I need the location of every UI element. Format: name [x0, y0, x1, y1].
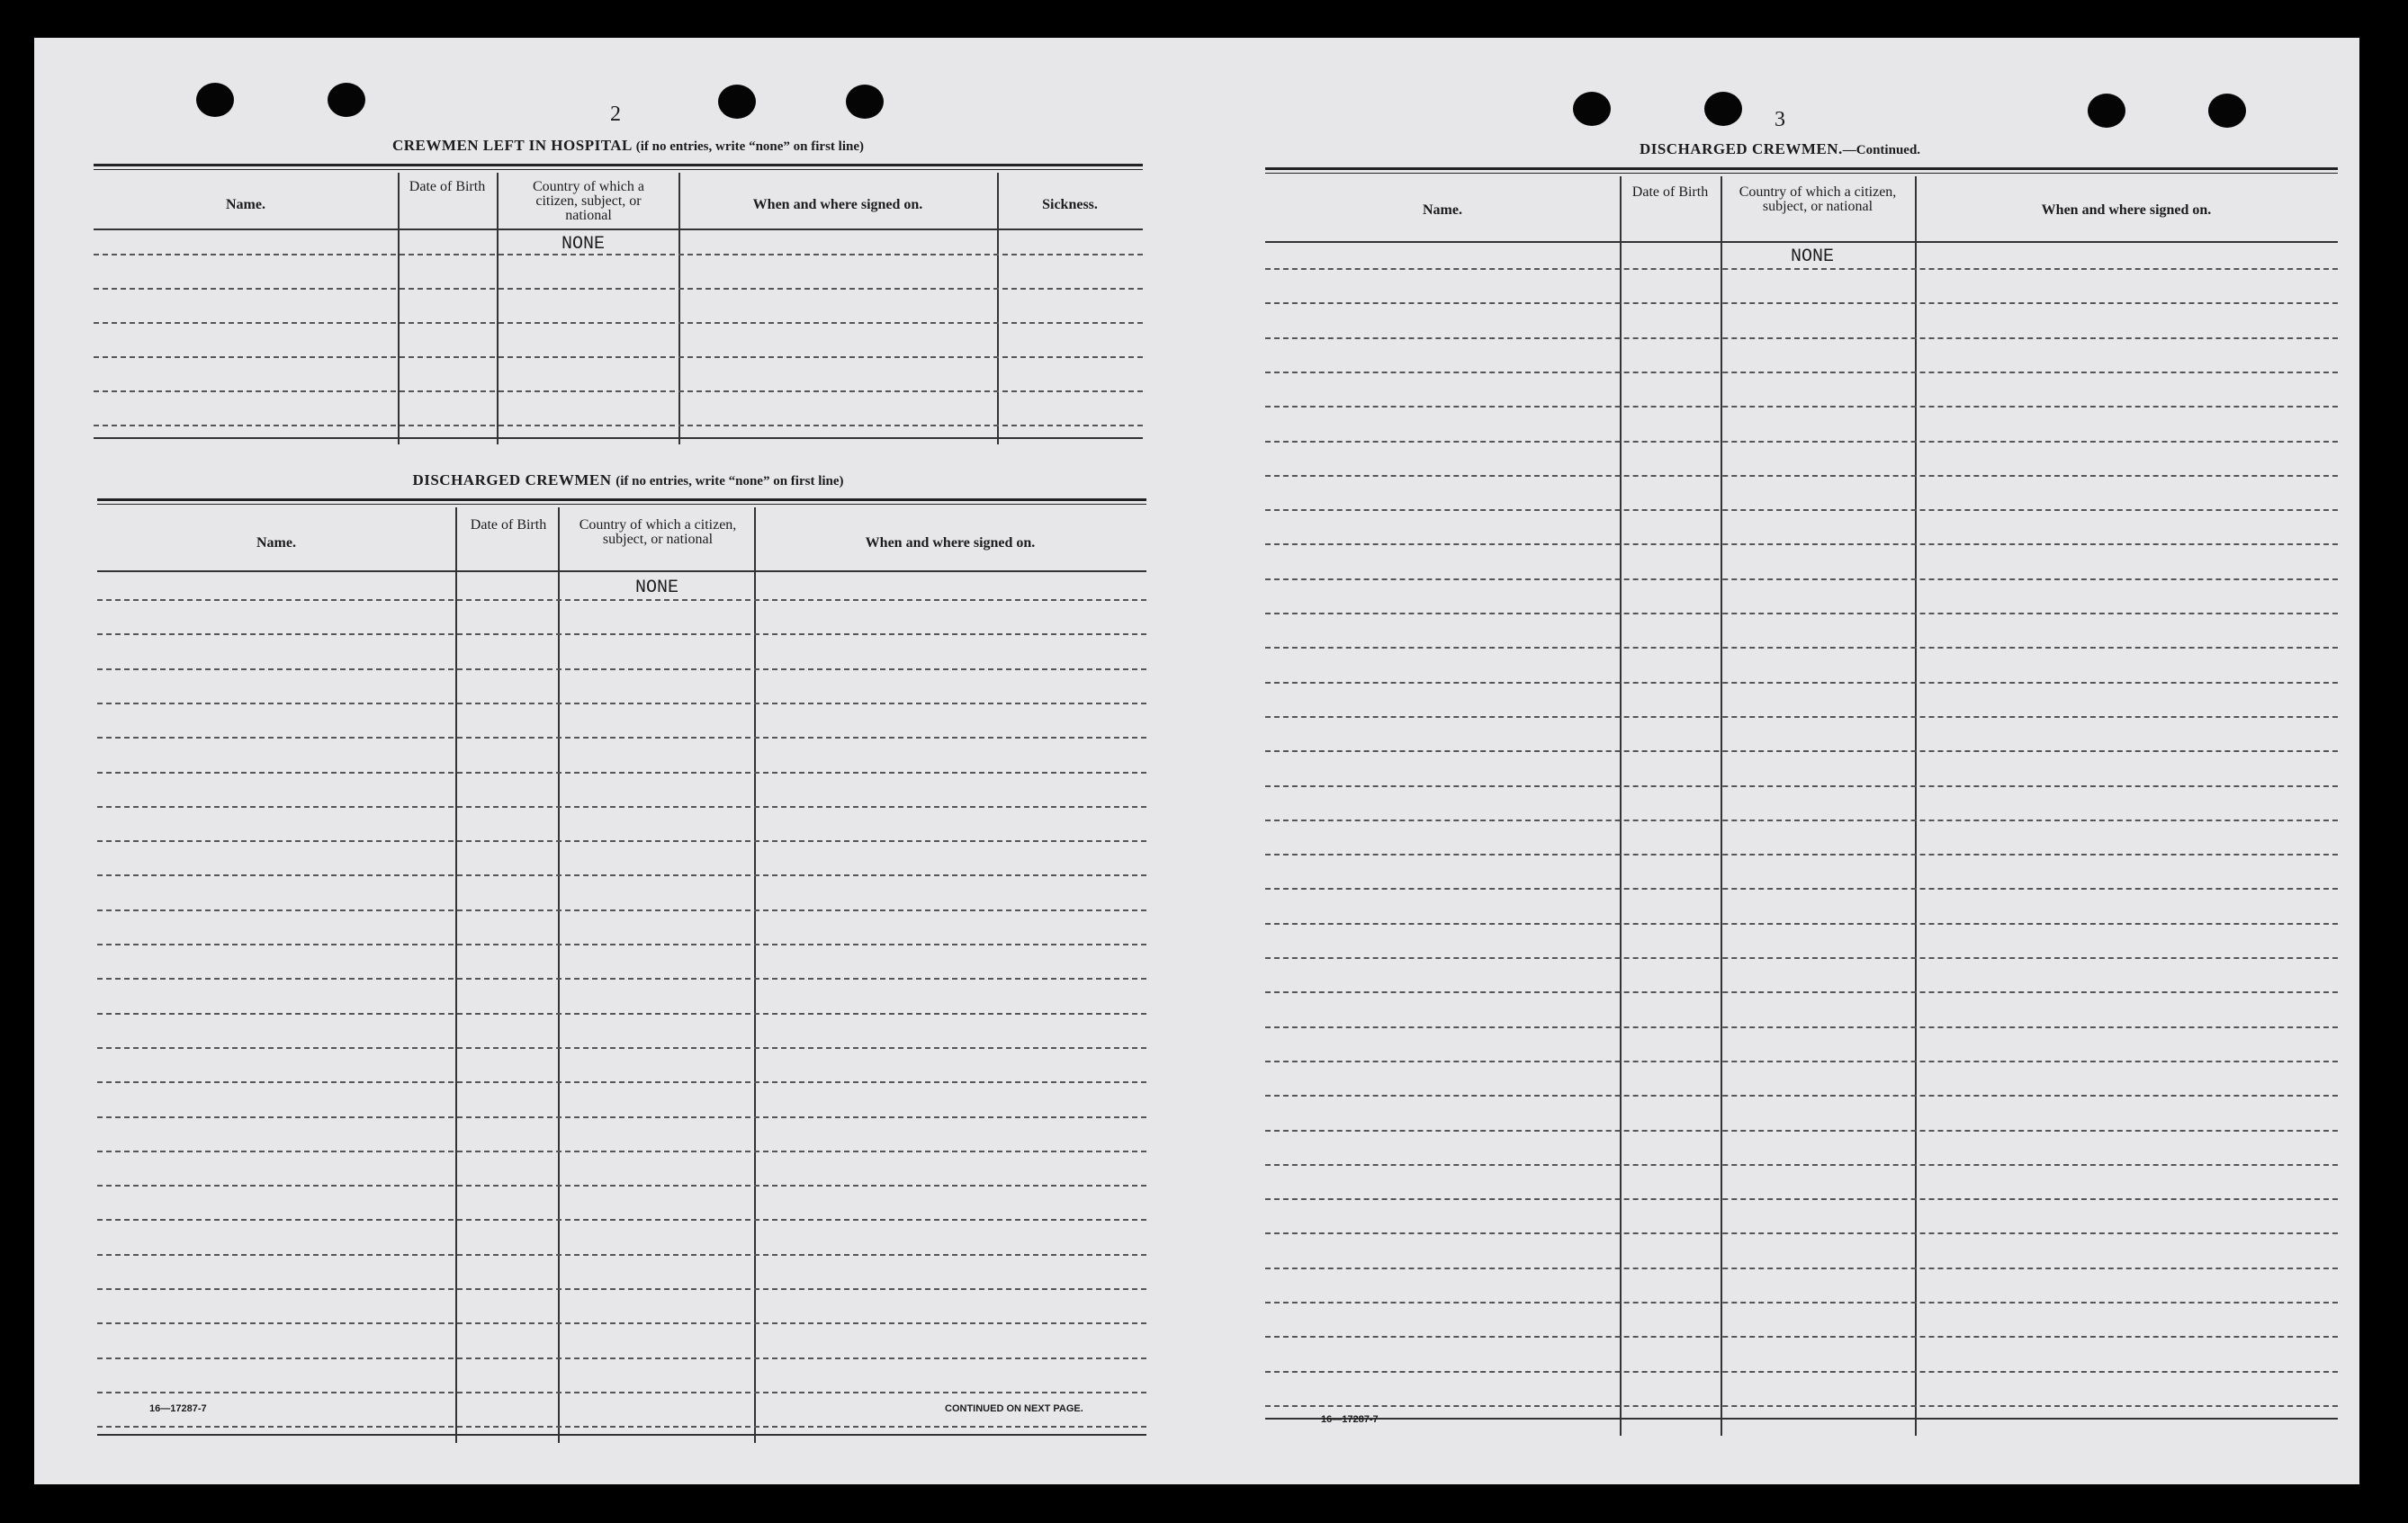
hospital-title-text: CREWMEN LEFT IN HOSPITAL [392, 137, 632, 154]
col-signed-on: When and where signed on. [752, 197, 923, 212]
form-number-left: 16—17287-7 [149, 1403, 207, 1414]
ruled-row [97, 1081, 1146, 1083]
ruled-row [97, 1254, 1146, 1256]
ruled-row [97, 874, 1146, 876]
discharged-continued-title: DISCHARGED CREWMEN. [1639, 140, 1843, 157]
ruled-row [1265, 1232, 2338, 1234]
punch-hole [846, 85, 884, 119]
punch-hole [1704, 92, 1742, 126]
ruled-row [97, 772, 1146, 774]
discharged-none-entry-left: NONE [635, 578, 679, 598]
ruled-row [1265, 820, 2338, 821]
ruled-row [1265, 750, 2338, 752]
ruled-row [97, 737, 1146, 739]
ruled-row [1265, 854, 2338, 856]
ruled-row [97, 1357, 1146, 1359]
hospital-none-entry: NONE [562, 234, 606, 255]
hospital-table [94, 164, 1143, 444]
col-date-of-birth: Date of Birth [409, 179, 486, 194]
punch-hole [196, 83, 234, 117]
punch-hole [1573, 92, 1611, 126]
ruled-row [97, 1322, 1146, 1324]
ruled-row [1265, 1164, 2338, 1166]
col-country: Country of which a citizen, subject, or national [1739, 184, 1897, 214]
ruled-row [1265, 785, 2338, 787]
ruled-row [1265, 441, 2338, 443]
ruled-row [1265, 337, 2338, 339]
document-sheet [34, 38, 2359, 1484]
punch-hole [718, 85, 756, 119]
punch-hole [328, 83, 365, 117]
ruled-row [1265, 1302, 2338, 1304]
punch-hole [2088, 94, 2125, 128]
form-number-right: 16—17287-7 [1321, 1414, 1379, 1425]
ruled-row [1265, 1026, 2338, 1028]
ruled-row [1265, 1130, 2338, 1132]
ruled-row [1265, 923, 2338, 925]
ruled-row [97, 978, 1146, 980]
discharged-section-title-right [1640, 140, 1920, 158]
ruled-row [1265, 647, 2338, 649]
ruled-row [1265, 268, 2338, 270]
ruled-row [1265, 682, 2338, 684]
ruled-row [97, 1288, 1146, 1290]
ruled-row [97, 1392, 1146, 1393]
ruled-row [1265, 1268, 2338, 1269]
ruled-row [1265, 543, 2338, 545]
ruled-row [97, 668, 1146, 670]
col-name: Name. [1423, 202, 1462, 218]
ruled-row [1265, 1061, 2338, 1062]
hospital-instruction: (if no entries, write “none” on first line) [635, 139, 864, 154]
ruled-row [1265, 302, 2338, 304]
col-country: Country of which a citizen, subject, or national [533, 179, 644, 223]
ruled-row [97, 944, 1146, 945]
ruled-row [1265, 406, 2338, 408]
col-name: Name. [256, 535, 296, 551]
hospital-section-title [392, 137, 864, 155]
ruled-row [1265, 1371, 2338, 1373]
ruled-row [97, 1047, 1146, 1049]
ruled-row [97, 909, 1146, 911]
ruled-row [97, 840, 1146, 842]
ruled-row [97, 1013, 1146, 1015]
col-date-of-birth: Date of Birth [470, 517, 547, 533]
continued-note: CONTINUED ON NEXT PAGE. [945, 1403, 1083, 1414]
ruled-row [1265, 475, 2338, 477]
discharged-instruction: (if no entries, write “none” on first line) [615, 474, 844, 488]
discharged-table-right [1265, 167, 2338, 1436]
page-number-left: 2 [610, 103, 621, 126]
discharged-section-title-left [412, 471, 843, 489]
ruled-row [1265, 888, 2338, 890]
page-number-right: 3 [1775, 108, 1785, 131]
ruled-row [1265, 578, 2338, 580]
col-signed-on: When and where signed on. [2041, 202, 2212, 218]
ruled-row [1265, 509, 2338, 511]
col-date-of-birth: Date of Birth [1631, 184, 1709, 200]
discharged-table-left [97, 498, 1146, 1443]
col-country: Country of which a citizen, subject, or national [579, 517, 737, 547]
ruled-row [97, 1151, 1146, 1152]
continued-suffix: —Continued. [1842, 143, 1921, 157]
ruled-row [1265, 372, 2338, 373]
ruled-row [97, 633, 1146, 635]
col-sickness: Sickness. [1042, 197, 1098, 212]
discharged-title-text: DISCHARGED CREWMEN [412, 471, 612, 488]
ruled-row [1265, 1095, 2338, 1097]
ruled-row [97, 1116, 1146, 1118]
ruled-row [97, 1219, 1146, 1221]
ruled-row [1265, 613, 2338, 614]
ruled-row [1265, 1405, 2338, 1407]
col-name: Name. [226, 197, 265, 212]
col-signed-on: When and where signed on. [865, 535, 1036, 551]
ruled-row [1265, 957, 2338, 959]
ruled-row [1265, 1336, 2338, 1338]
ruled-row [1265, 716, 2338, 718]
ruled-row [97, 1426, 1146, 1428]
ruled-row [1265, 1198, 2338, 1200]
ruled-row [97, 1185, 1146, 1187]
ruled-row [97, 703, 1146, 704]
ruled-row [97, 599, 1146, 601]
ruled-row [97, 806, 1146, 808]
ruled-row [1265, 991, 2338, 993]
punch-hole [2208, 94, 2246, 128]
discharged-none-entry-right: NONE [1791, 246, 1835, 267]
